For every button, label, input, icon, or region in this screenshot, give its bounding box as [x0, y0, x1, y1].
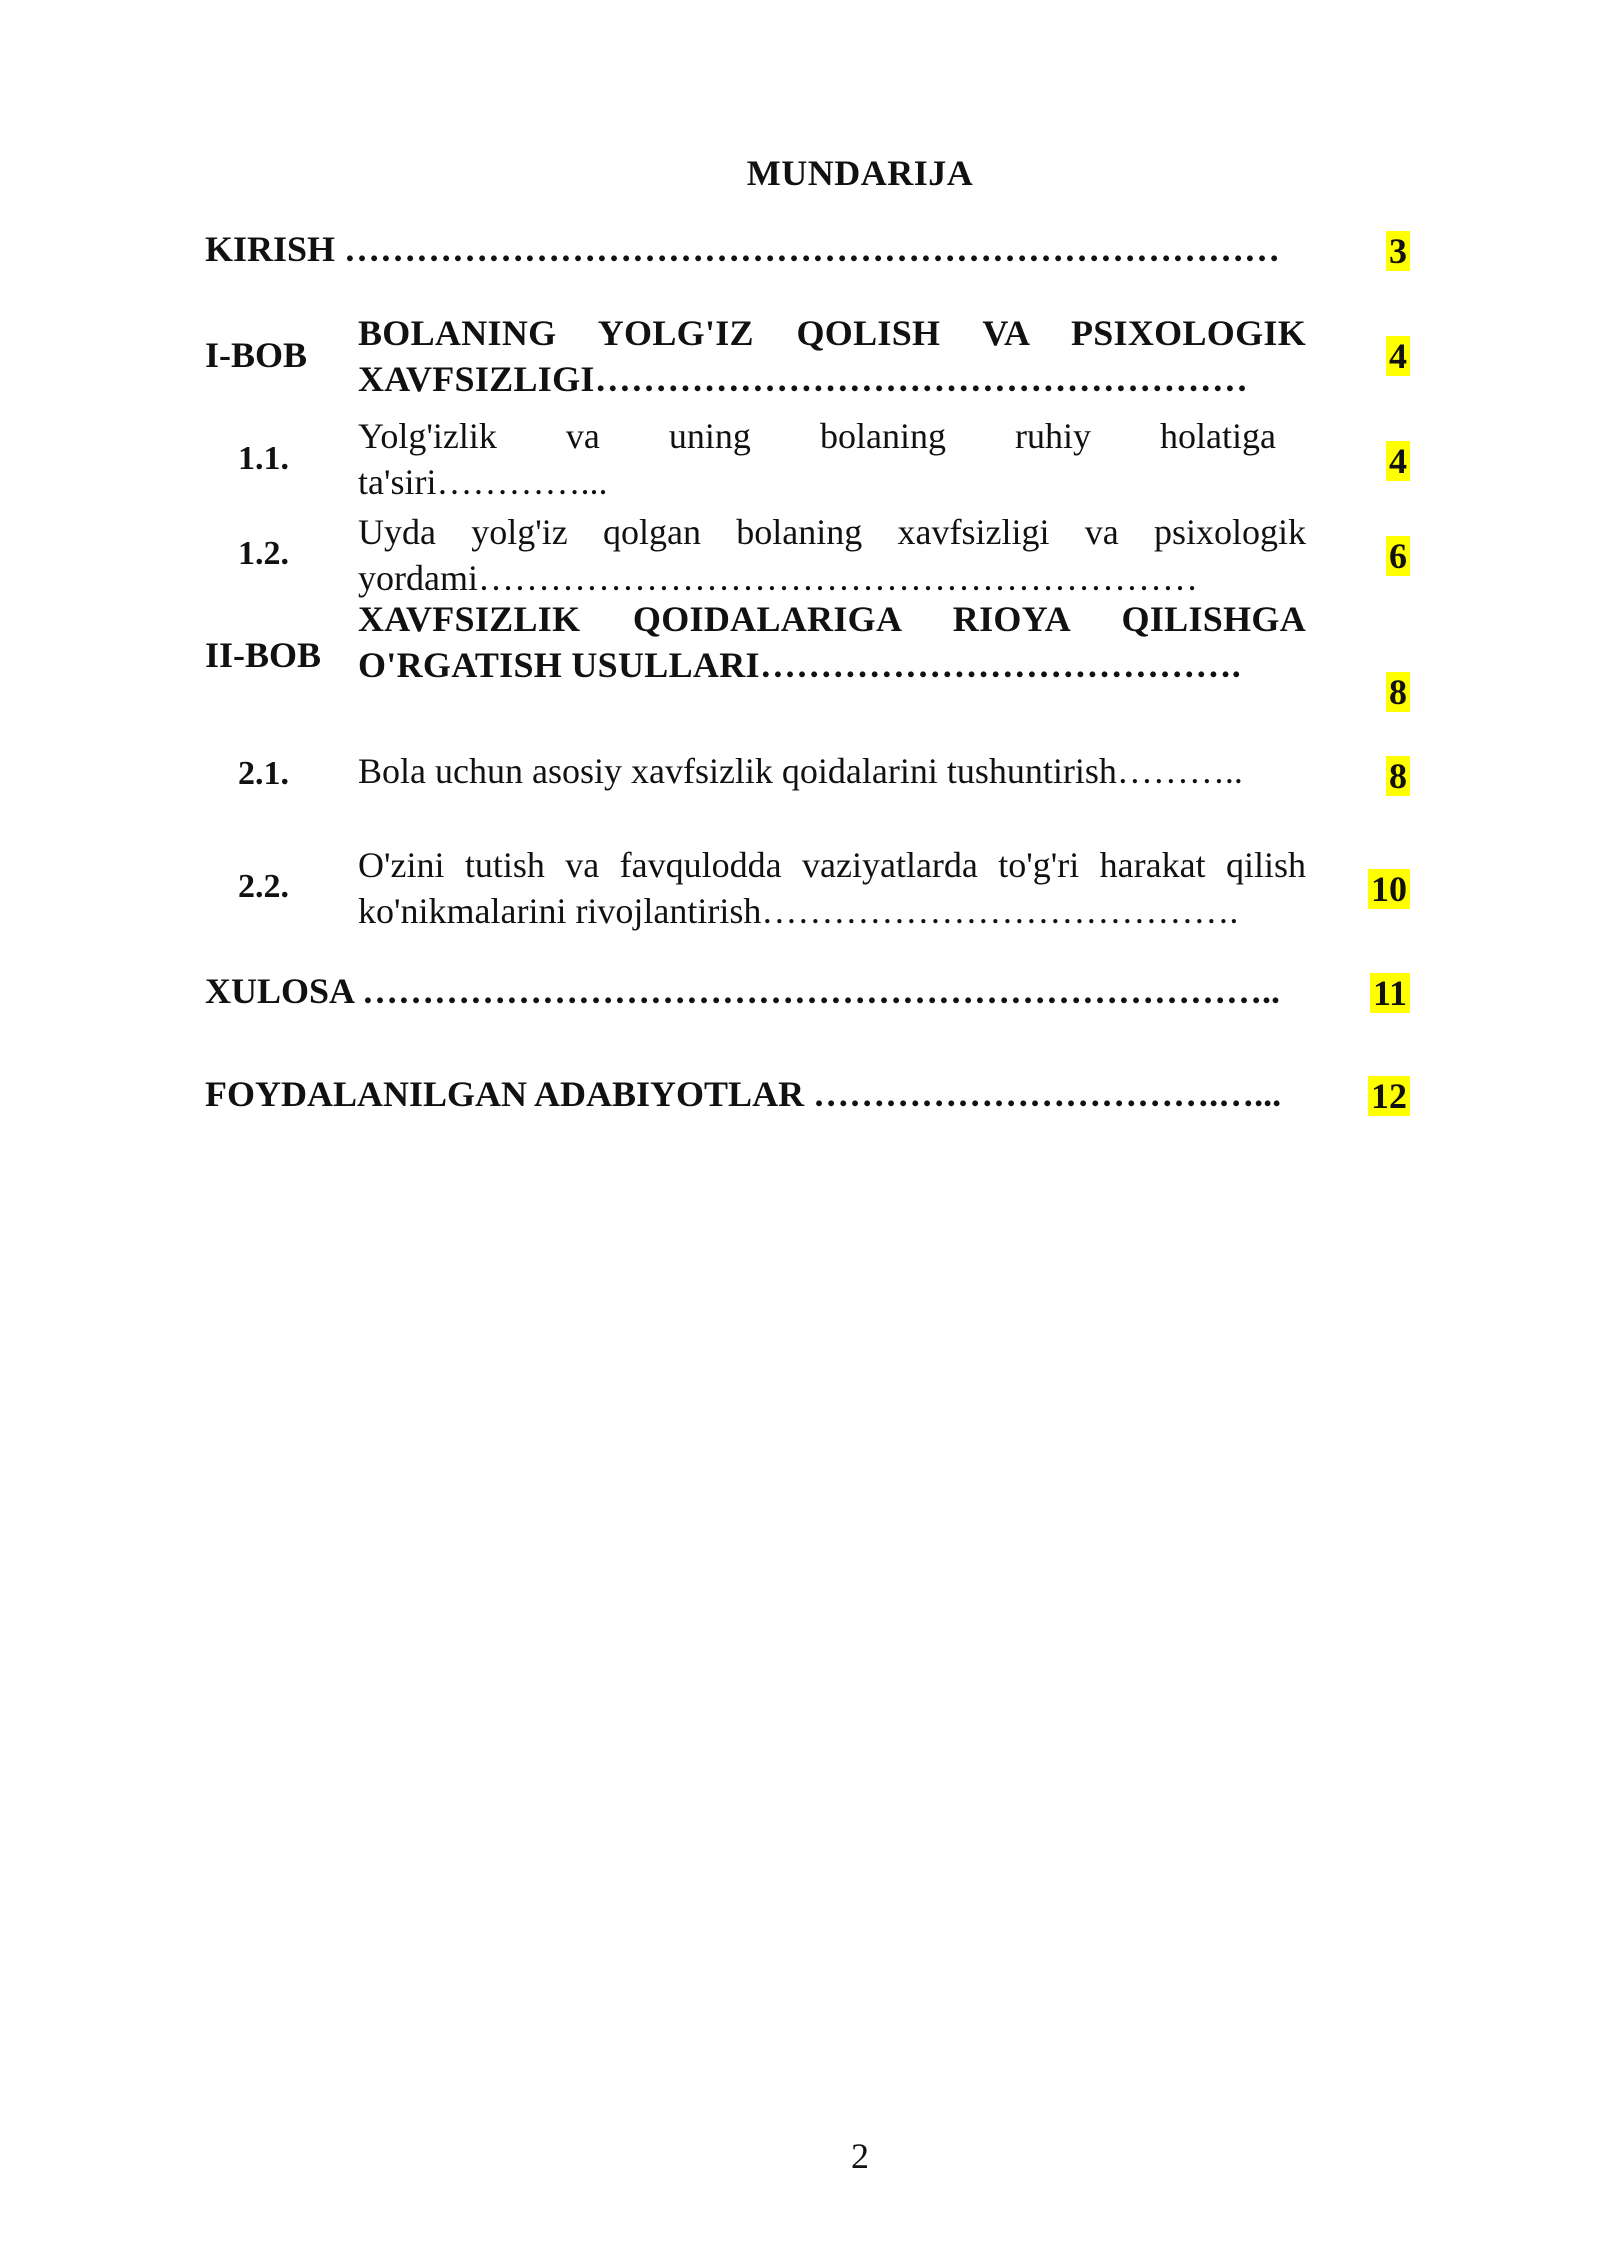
- page-number-footer: 2: [851, 2136, 869, 2176]
- section-number: 2.2.: [238, 868, 289, 905]
- toc-page-number: 4: [1386, 336, 1410, 376]
- toc-entry-chapter-1[interactable]: [358, 310, 1306, 402]
- toc-entry-title-line: BOLANING YOLG'IZ QOLISH VA PSIXOLOGIK: [358, 313, 1306, 353]
- chapter-label: II-BOB: [205, 635, 322, 675]
- toc-entry-section-2-2[interactable]: [358, 842, 1306, 934]
- toc-entry-section-2-1[interactable]: [358, 748, 1306, 794]
- toc-page-number: 3: [1386, 231, 1410, 271]
- toc-page-number: 6: [1386, 536, 1410, 576]
- toc-entry-title-line: Yolg'izlik va uning bolaning ruhiy holatiga: [358, 416, 1276, 456]
- toc-entry-conclusion[interactable]: [205, 970, 1280, 1012]
- toc-entry-title-line: yordami……………………………………………………: [358, 558, 1198, 598]
- toc-entry-title-line: ko'nikmalarini rivojlantirish………………………………….: [358, 891, 1239, 931]
- toc-entry-title-line: ta'siri…………...: [358, 462, 608, 502]
- chapter-label: I-BOB: [205, 335, 308, 375]
- toc-page-number: 8: [1386, 672, 1410, 712]
- toc-entry-title-line: O'RGATISH USULLARI………………………………….: [358, 645, 1242, 685]
- toc-entry-section-1-1[interactable]: [358, 413, 1276, 505]
- toc-entry-section-1-2[interactable]: [358, 509, 1306, 601]
- section-number: 2.1.: [238, 755, 289, 792]
- section-number: 1.1.: [238, 440, 289, 477]
- toc-page-number: 11: [1370, 973, 1410, 1013]
- toc-entry-title-line: XAVFSIZLIK QOIDALARIGA RIOYA QILISHGA: [358, 599, 1306, 639]
- toc-page-number: 4: [1386, 441, 1410, 481]
- toc-page-number: 10: [1368, 869, 1410, 909]
- toc-entry-title-line: Bola uchun asosiy xavfsizlik qoidalarini tushuntirish………..: [358, 751, 1243, 791]
- toc-page-number: 8: [1386, 756, 1410, 796]
- toc-entry-label: KIRISH: [205, 229, 336, 269]
- toc-page-number: 12: [1368, 1076, 1410, 1116]
- toc-entry-title-line: XAVFSIZLIGI………………………………………………: [358, 359, 1249, 399]
- toc-entry-label: XULOSA: [205, 971, 354, 1011]
- section-number: 1.2.: [238, 535, 289, 572]
- toc-entry-title-line: Uyda yolg'iz qolgan bolaning xavfsizligi va psixologik: [358, 512, 1306, 552]
- toc-leader-dots: …………………………………………………………………..: [362, 971, 1281, 1011]
- toc-leader-dots: ……………………………………………………………………: [344, 229, 1281, 269]
- toc-entry-intro[interactable]: [205, 228, 1280, 270]
- toc-entry-label: FOYDALANILGAN ADABIYOTLAR: [205, 1074, 805, 1114]
- toc-entry-title-line: O'zini tutish va favqulodda vaziyatlarda to'g'ri harakat qilish: [358, 845, 1306, 885]
- document-title: MUNDARIJA: [746, 153, 974, 193]
- toc-leader-dots: …………………………….…...: [813, 1074, 1282, 1114]
- toc-entry-references[interactable]: [205, 1073, 1281, 1115]
- toc-entry-chapter-2[interactable]: [358, 596, 1306, 688]
